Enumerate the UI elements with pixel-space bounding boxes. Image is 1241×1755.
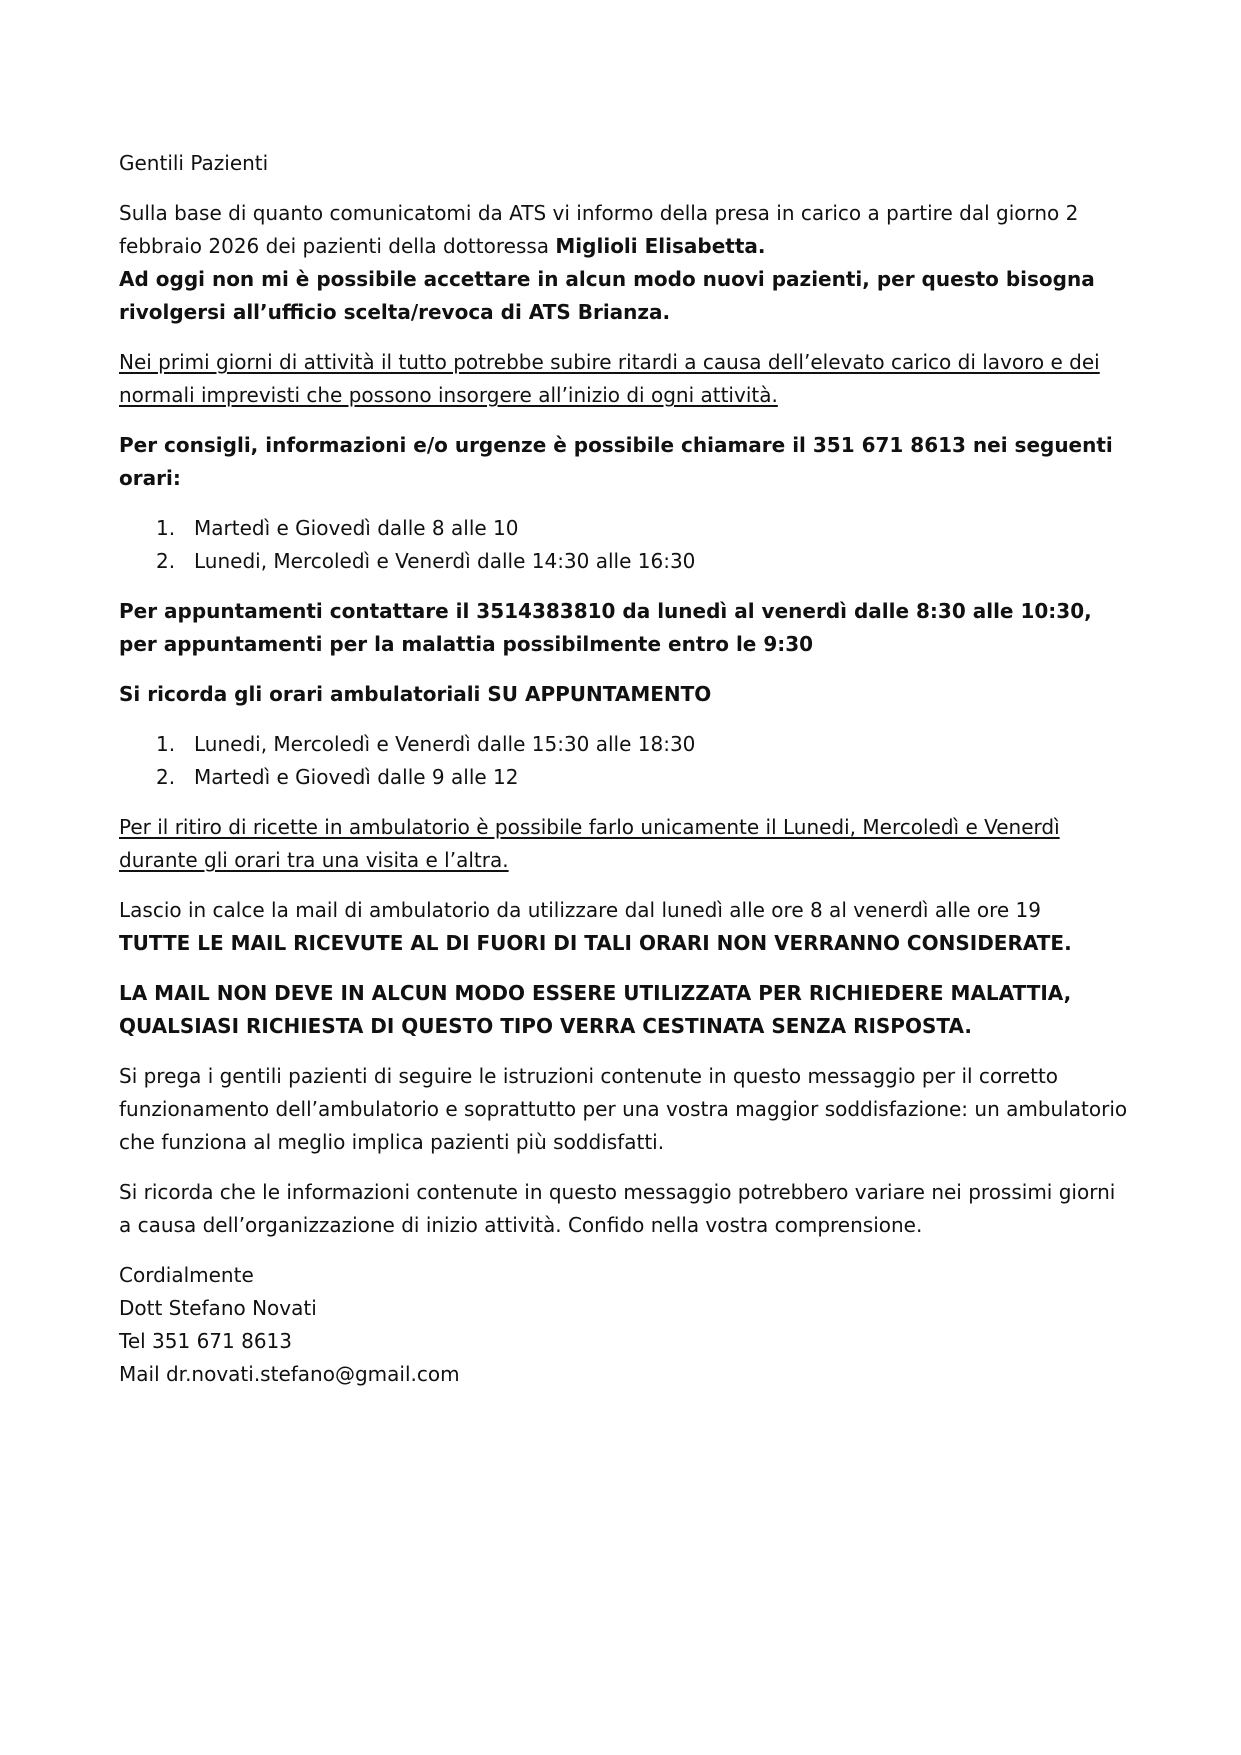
mail-warning: TUTTE LE MAIL RICEVUTE AL DI FUORI DI TALI ORARI NON VERRANNO CONSIDERATE. (119, 931, 1072, 955)
list-item (119, 761, 1129, 794)
appointments-paragraph: Per appuntamenti contattare il 3514383810 da lunedì al venerdì dalle 8:30 alle 10:30, per appuntamenti per la malattia possibilmente entro le 9:30 (119, 599, 1092, 656)
list-number: 1. (156, 516, 176, 540)
variation-notice: Si ricorda che le informazioni contenute in questo messaggio potrebbero variare nei prossimi giorni a causa dell’organizzazione di inizio attività. Confido nella vostra comprensione. (119, 1180, 1116, 1237)
mail-paragraph (119, 894, 1129, 960)
intro-paragraph (119, 197, 1129, 329)
list-text: Martedì e Giovedì dalle 8 alle 10 (194, 516, 519, 540)
signature-block (119, 1259, 1129, 1391)
mail-sickness-warning: LA MAIL NON DEVE IN ALCUN MODO ESSERE UTILIZZATA PER RICHIEDERE MALATTIA, QUALSIASI RICHIESTA DI QUESTO TIPO VERRA CESTINATA SENZA RISPOSTA. (119, 981, 1072, 1038)
signature-closing: Cordialmente (119, 1263, 254, 1287)
mail-hours: Lascio in calce la mail di ambulatorio da utilizzare dal lunedì alle ore 8 al venerdì alle ore 19 (119, 898, 1041, 922)
list-text: Lunedi, Mercoledì e Venerdì dalle 15:30 alle 18:30 (194, 732, 696, 756)
list-item (119, 512, 1129, 545)
signature-name: Dott Stefano Novati (119, 1296, 317, 1320)
advice-heading: Per consigli, informazioni e/o urgenze è possibile chiamare il 351 671 8613 nei seguenti orari: (119, 433, 1113, 490)
intro-text: Sulla base di quanto comunicatomi da ATS vi informo della presa in carico a partire dal giorno 2 febbraio 2026 dei pazienti della dottoressa (119, 201, 1079, 258)
doctor-name: Miglioli Elisabetta. (555, 234, 766, 258)
clinic-hours-list (119, 728, 1129, 794)
list-text: Lunedi, Mercoledì e Venerdì dalle 14:30 alle 16:30 (194, 549, 696, 573)
delays-notice: Nei primi giorni di attività il tutto potrebbe subire ritardi a causa dell’elevato carico di lavoro e dei normali imprevisti che possono insorgere all’inizio di ogni attività. (119, 350, 1100, 407)
phone-hours-list (119, 512, 1129, 578)
list-number: 1. (156, 732, 176, 756)
prescriptions-notice: Per il ritiro di ricette in ambulatorio è possibile farlo unicamente il Lunedi, Mercoledì e Venerdì durante gli orari tra una visita e l’altra. (119, 815, 1060, 872)
list-number: 2. (156, 765, 176, 789)
signature-phone: Tel 351 671 8613 (119, 1329, 292, 1353)
letter-body (119, 147, 1129, 1391)
closing-request: Si prega i gentili pazienti di seguire le istruzioni contenute in questo messaggio per il corretto funzionamento dell’ambulatorio e soprattutto per una vostra maggior soddisfazione: un ambulatorio che funziona al meglio implica pazienti più soddisfatti. (119, 1064, 1128, 1154)
list-text: Martedì e Giovedì dalle 9 alle 12 (194, 765, 519, 789)
list-item (119, 545, 1129, 578)
list-item (119, 728, 1129, 761)
list-number: 2. (156, 549, 176, 573)
new-patients-notice: Ad oggi non mi è possibile accettare in alcun modo nuovi pazienti, per questo bisogna rivolgersi all’ufficio scelta/revoca di ATS Brianza. (119, 267, 1095, 324)
signature-email: Mail dr.novati.stefano@gmail.com (119, 1362, 460, 1386)
clinic-hours-heading: Si ricorda gli orari ambulatoriali SU APPUNTAMENTO (119, 682, 712, 706)
greeting: Gentili Pazienti (119, 151, 269, 175)
